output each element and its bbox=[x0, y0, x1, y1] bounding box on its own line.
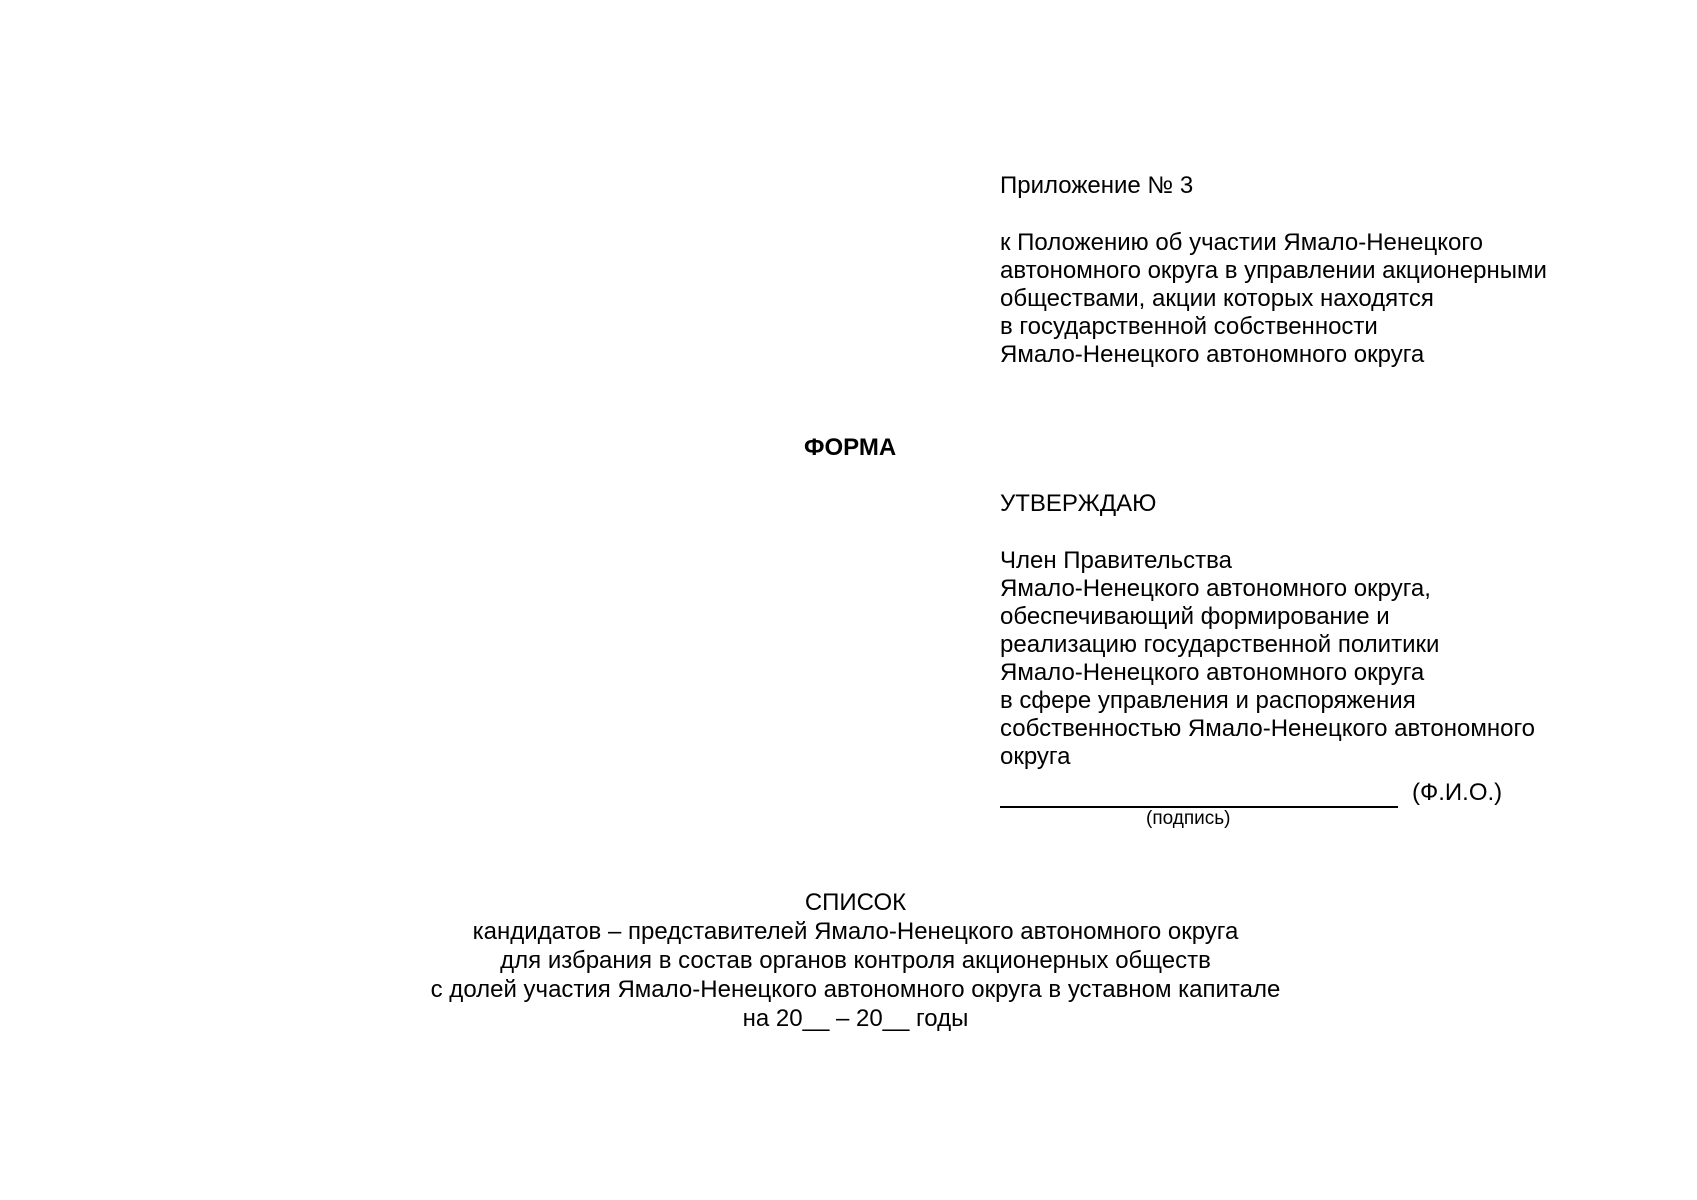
signature-caption: (подпись) bbox=[1146, 808, 1231, 829]
list-title-line: с долей участия Ямало-Ненецкого автономного округа в уставном капитале bbox=[430, 976, 1281, 1003]
approver-line: округа bbox=[1000, 743, 1071, 770]
fio-label: (Ф.И.О.) bbox=[1412, 779, 1503, 806]
regulation-line: автономного округа в управлении акционерными bbox=[1000, 257, 1547, 284]
regulation-line: к Положению об участии Ямало-Ненецкого bbox=[1000, 229, 1483, 256]
approver-line: в сфере управления и распоряжения bbox=[1000, 687, 1416, 714]
approval-heading: УТВЕРЖДАЮ bbox=[1000, 490, 1157, 517]
form-label: ФОРМА bbox=[804, 434, 897, 461]
approver-line: Ямало-Ненецкого автономного округа bbox=[1000, 659, 1425, 686]
regulation-line: в государственной собственности bbox=[1000, 313, 1378, 340]
approver-title bbox=[1000, 547, 1680, 771]
list-title-line: кандидатов – представителей Ямало-Ненецкого автономного округа bbox=[472, 918, 1239, 945]
regulation-line: Ямало-Ненецкого автономного округа bbox=[1000, 341, 1425, 368]
list-title-line: для избрания в состав органов контроля акционерных обществ bbox=[500, 947, 1211, 974]
approver-line: собственностью Ямало-Ненецкого автономного bbox=[1000, 715, 1536, 742]
regulation-line: обществами, акции которых находятся bbox=[1000, 285, 1434, 312]
regulation-reference bbox=[1000, 229, 1680, 369]
approver-line: обеспечивающий формирование и bbox=[1000, 603, 1390, 630]
list-title-block bbox=[300, 888, 1411, 1033]
appendix-number: Приложение № 3 bbox=[1000, 172, 1194, 199]
list-title-line: на 20__ – 20__ годы bbox=[742, 1005, 969, 1032]
approver-line: Член Правительства bbox=[1000, 547, 1232, 574]
list-heading: СПИСОК bbox=[804, 889, 907, 916]
approver-line: реализацию государственной политики bbox=[1000, 631, 1440, 658]
approver-line: Ямало-Ненецкого автономного округа, bbox=[1000, 575, 1431, 602]
